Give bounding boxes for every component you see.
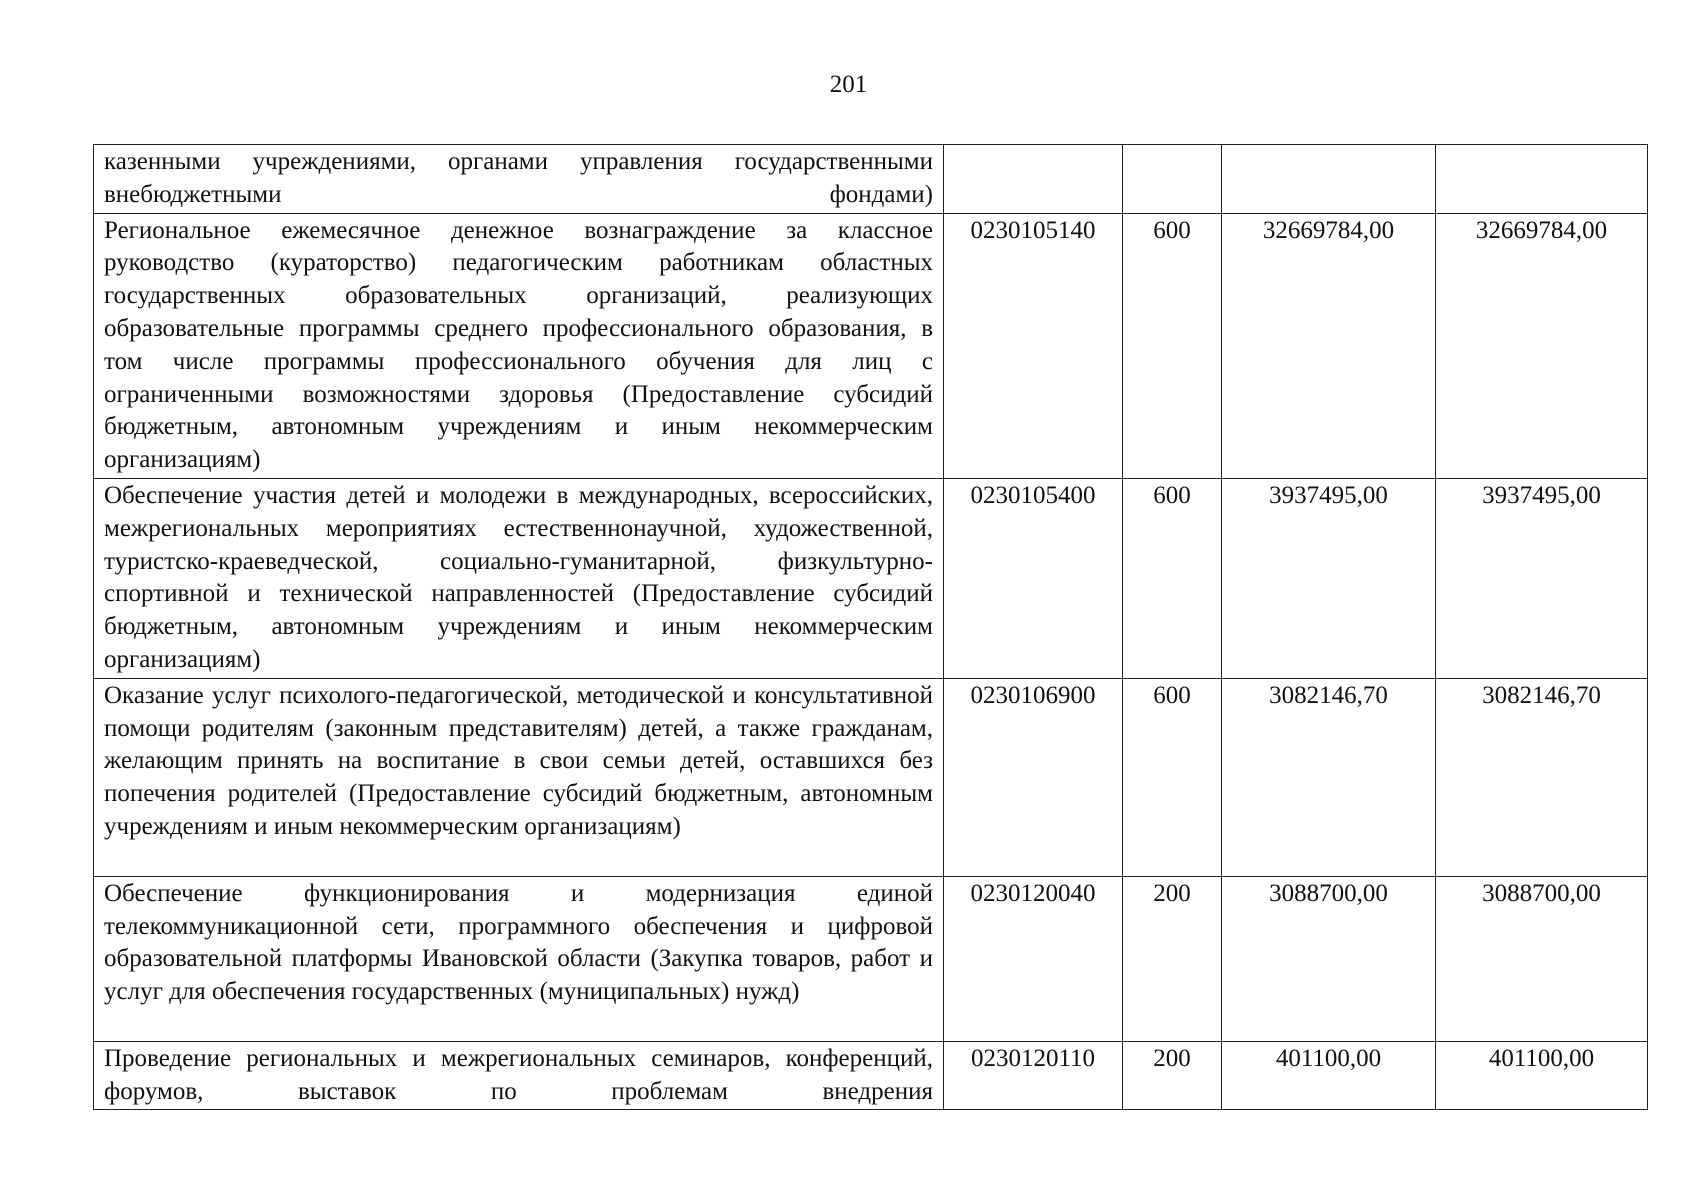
row-amount-2: 401100,00 <box>1436 1041 1648 1110</box>
row-amount-1 <box>1222 145 1436 214</box>
row-amount-2: 3937495,00 <box>1436 478 1648 678</box>
row-expense-type: 600 <box>1123 213 1222 478</box>
row-amount-1: 3088700,00 <box>1222 876 1436 1041</box>
row-amount-2 <box>1436 145 1648 214</box>
row-expense-type: 600 <box>1123 478 1222 678</box>
table-row <box>94 213 1648 478</box>
row-target-code: 0230120110 <box>944 1041 1123 1110</box>
row-amount-1: 3937495,00 <box>1222 478 1436 678</box>
table-row <box>94 678 1648 876</box>
row-amount-1: 401100,00 <box>1222 1041 1436 1110</box>
row-amount-2: 3082146,70 <box>1436 678 1648 876</box>
table-row <box>94 876 1648 1041</box>
row-amount-1: 32669784,00 <box>1222 213 1436 478</box>
row-description: Обеспечение функционирования и модернизация единой телекоммуникационной сети, программного обеспечения и цифровой образовательной платформы Ивановской области (Закупка товаров, работ и услуг для обеспечения государственных (муниципальных) нужд) <box>94 876 944 1041</box>
table-row <box>94 1041 1648 1110</box>
row-expense-type: 600 <box>1123 678 1222 876</box>
page-number: 201 <box>829 71 868 98</box>
table-row <box>94 478 1648 678</box>
row-expense-type <box>1123 145 1222 214</box>
row-target-code <box>944 145 1123 214</box>
row-description: Региональное ежемесячное денежное вознаграждение за классное руководство (кураторство) педагогическим работникам областных государственных образовательных организаций, реализующих образовательные программы среднего профессионального образования, в том числе программы профессионального обучения для лиц с ограниченными возможностями здоровья (Предоставление субсидий бюджетным, автономным учреждениям и иным некоммерческим организациям) <box>94 213 944 478</box>
row-target-code: 0230105140 <box>944 213 1123 478</box>
row-amount-2: 3088700,00 <box>1436 876 1648 1041</box>
row-target-code: 0230106900 <box>944 678 1123 876</box>
table-row <box>94 145 1648 214</box>
row-expense-type: 200 <box>1123 1041 1222 1110</box>
row-target-code: 0230105400 <box>944 478 1123 678</box>
row-amount-1: 3082146,70 <box>1222 678 1436 876</box>
row-description: казенными учреждениями, органами управления государственными внебюджетными фондами) <box>94 145 944 214</box>
row-description: Проведение региональных и межрегиональных семинаров, конференций, форумов, выставок по проблемам внедрения <box>94 1041 944 1110</box>
row-expense-type: 200 <box>1123 876 1222 1041</box>
budget-table <box>93 144 1648 1110</box>
row-target-code: 0230120040 <box>944 876 1123 1041</box>
row-amount-2: 32669784,00 <box>1436 213 1648 478</box>
row-description: Обеспечение участия детей и молодежи в международных, всероссийских, межрегиональных мероприятиях естественнонаучной, художественной, туристско-краеведческой, социально-гуманитарной, физкультурно-спортивной и технической направленностей (Предоставление субсидий бюджетным, автономным учреждениям и иным некоммерческим организациям) <box>94 478 944 678</box>
row-description: Оказание услуг психолого-педагогической, методической и консультативной помощи родителям (законным представителям) детей, а также гражданам, желающим принять на воспитание в свои семьи детей, оставшихся без попечения родителей (Предоставление субсидий бюджетным, автономным учреждениям и иным некоммерческим организациям) <box>94 678 944 876</box>
